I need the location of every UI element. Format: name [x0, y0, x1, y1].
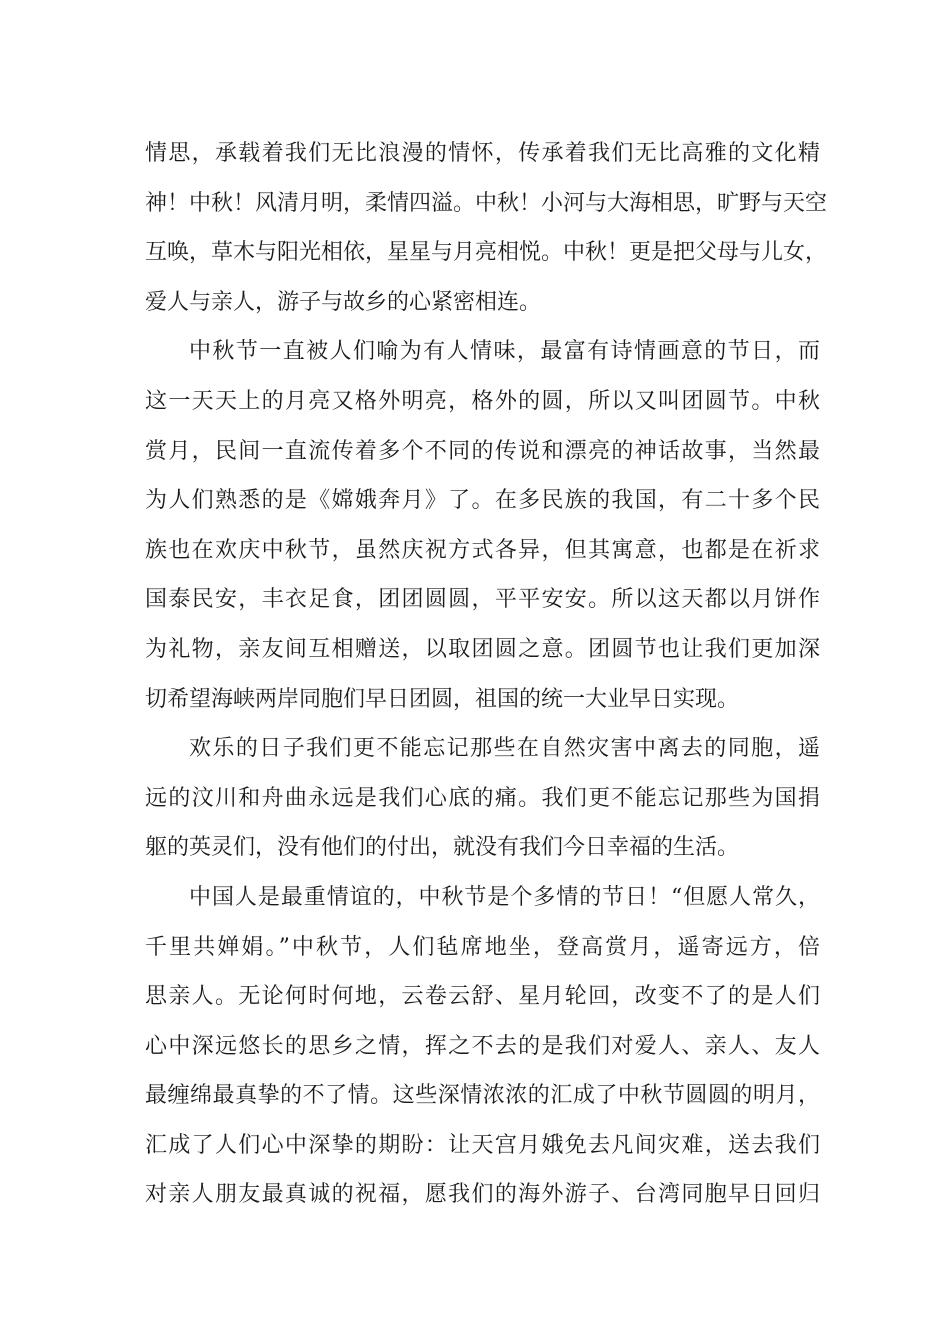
text-line: 千里共婵娟。”中秋节，人们毡席地坐，登高赏月，遥寄远方，倍: [145, 934, 820, 960]
text-line: 爱人与亲人，游子与故乡的心紧密相连。: [145, 289, 542, 315]
text-line: 互唤，草木与阳光相依，星星与月亮相悦。中秋！更是把父母与儿女，: [145, 240, 828, 266]
text-line: 国泰民安，丰衣足食，团团圆圆，平平安安。所以这天都以月饼作: [145, 587, 820, 613]
text-line: 远的汶川和舟曲永远是我们心底的痛。我们更不能忘记那些为国捐: [145, 785, 820, 811]
text-line: 思亲人。无论何时何地，云卷云舒、星月轮回，改变不了的是人们: [145, 984, 820, 1010]
text-line: 切希望海峡两岸同胞们早日团圆，祖国的统一大业早日实现。: [145, 686, 740, 712]
text-line: 躯的英灵们，没有他们的付出，就没有我们今日幸福的生活。: [145, 835, 740, 861]
text-line: 中秋节一直被人们喻为有人情味，最富有诗情画意的节日，而: [189, 339, 820, 365]
paragraph: [145, 724, 820, 873]
text-line: 对亲人朋友最真诚的祝福，愿我们的海外游子、台湾同胞早日回归: [145, 1182, 820, 1208]
text-line: 神！中秋！风清月明，柔情四溢。中秋！小河与大海相思，旷野与天空: [145, 190, 828, 216]
text-line: 这一天天上的月亮又格外明亮，格外的圆，所以又叫团圆节。中秋: [145, 388, 820, 414]
text-line: 中国人是最重情谊的，中秋节是个多情的节日！“但愿人常久，: [189, 884, 820, 910]
text-line: 为人们熟悉的是《嫦娥奔月》了。在多民族的我国，有二十多个民: [145, 488, 820, 514]
text-line: 族也在欢庆中秋节，虽然庆祝方式各异，但其寓意，也都是在祈求: [145, 537, 820, 563]
text-line: 心中深远悠长的思乡之情，挥之不去的是我们对爱人、亲人、友人: [145, 1033, 820, 1059]
text-line: 为礼物，亲友间互相赠送，以取团圆之意。团圆节也让我们更加深: [145, 636, 820, 662]
document-page: [145, 129, 828, 1220]
text-line: 最缠绵最真挚的不了情。这些深情浓浓的汇成了中秋节圆圆的明月，: [145, 1083, 820, 1109]
text-line: 情思，承载着我们无比浪漫的情怀，传承着我们无比高雅的文化精: [145, 141, 820, 166]
text-line: 汇成了人们心中深挚的期盼：让天宫月娥免去凡间灾难，送去我们: [145, 1132, 820, 1158]
paragraph: [145, 873, 820, 1220]
text-line: 欢乐的日子我们更不能忘记那些在自然灾害中离去的同胞，遥: [189, 736, 820, 762]
paragraph: [145, 327, 820, 724]
text-line: 赏月，民间一直流传着多个不同的传说和漂亮的神话故事，当然最: [145, 438, 820, 464]
paragraph: [145, 129, 828, 327]
